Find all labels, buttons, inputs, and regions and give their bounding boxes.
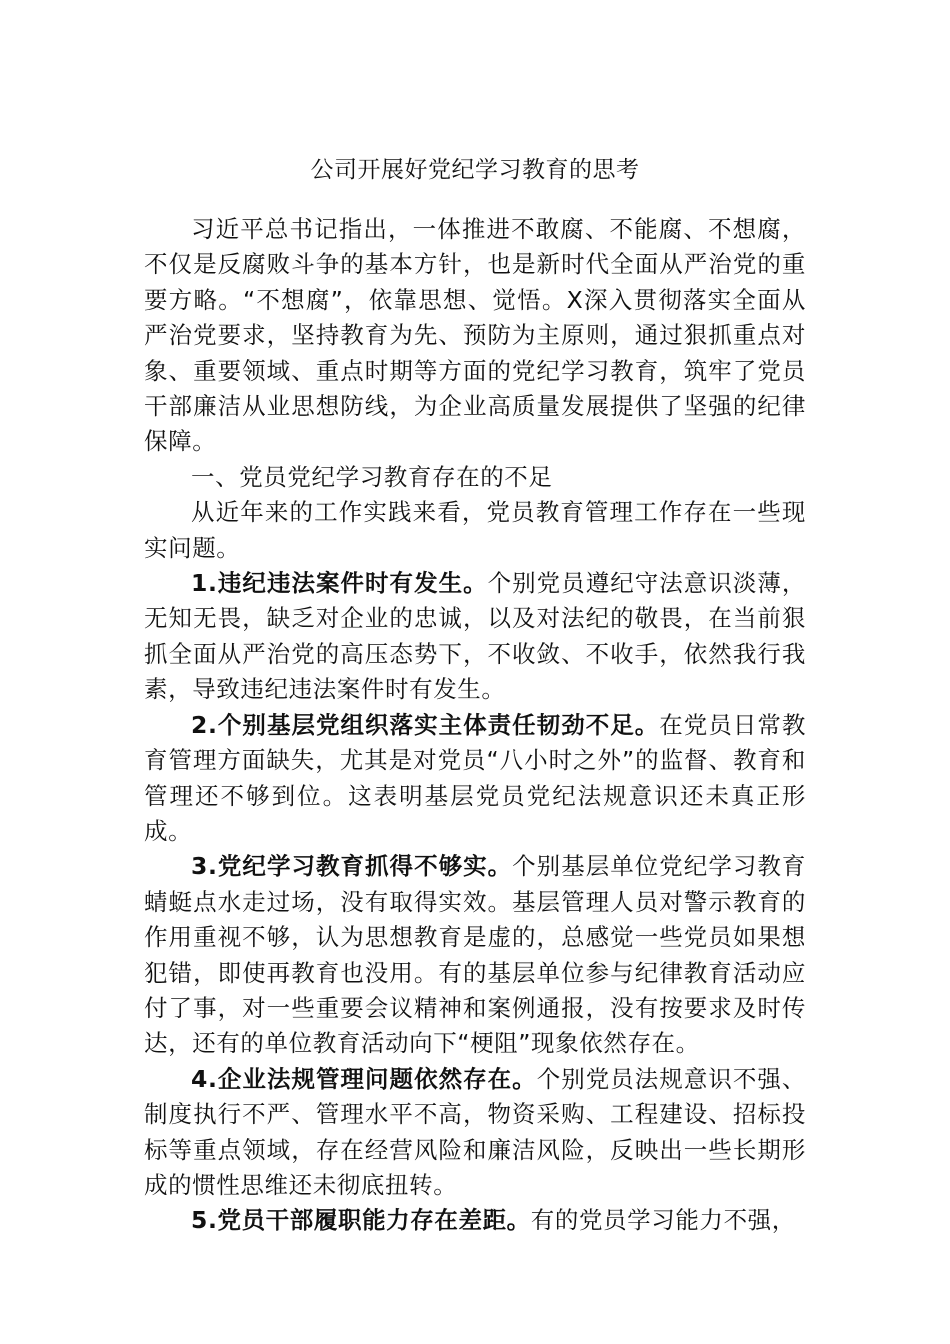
section-heading: 一、党员党纪学习教育存在的不足 (191, 462, 553, 491)
item-paragraph-4 (144, 1062, 806, 1204)
item-text-2: 在党员日常教育管理方面缺失，尤其是对党员“八小时之外”的监督、教育和管理还不够到位。这表明基层党员党纪法规意识还未真正形成。 (144, 710, 806, 845)
item-text-5: 有的党员学习能力不强， (530, 1206, 796, 1235)
item-heading-3: 3.党纪学习教育抓得不够实。 (191, 852, 513, 881)
section-intro-paragraph: 从近年来的工作实践来看，党员教育管理工作存在一些现实问题。 (144, 498, 806, 562)
item-paragraph-3 (144, 849, 806, 1061)
item-text-4: 个别党员法规意识不强、制度执行不严、管理水平不高，物资采购、工程建设、招标投标等重点领域，存在经营风险和廉洁风险，反映出一些长期形成的惯性思维还未彻底扭转。 (144, 1064, 806, 1199)
intro-paragraph: 习近平总书记指出，一体推进不敢腐、不能腐、不想腐，不仅是反腐败斗争的基本方针，也是新时代全面从严治党的重要方略。“不想腐”，依靠思想、觉悟。X深入贯彻落实全面从严治党要求，坚持教育为先、预防为主原则，通过狠抓重点对象、重要领域、重点时期等方面的党纪学习教育，筑牢了党员干部廉洁从业思想防线，为企业高质量发展提供了坚强的纪律保障。 (144, 215, 806, 456)
item-heading-1: 1.违纪违法案件时有发生。 (191, 569, 488, 598)
item-paragraph-1 (144, 566, 806, 708)
item-heading-2: 2.个别基层党组织落实主体责任韧劲不足。 (191, 710, 660, 739)
document-title: 公司开展好党纪学习教育的思考 (310, 157, 640, 183)
item-text-1: 个别党员遵纪守法意识淡薄，无知无畏，缺乏对企业的忠诚，以及对法纪的敬畏，在当前狠抓全面从严治党的高压态势下，不收敛、不收手，依然我行我素，导致违纪违法案件时有发生。 (144, 569, 806, 704)
document-page (144, 150, 806, 1239)
item-heading-5: 5.党员干部履职能力存在差距。 (191, 1206, 531, 1235)
item-heading-4: 4.企业法规管理问题依然存在。 (191, 1064, 537, 1093)
item-paragraph-5 (144, 1203, 806, 1238)
item-paragraph-2 (144, 708, 806, 850)
item-text-3: 个别基层单位党纪学习教育蜻蜓点水走过场，没有取得实效。基层管理人员对警示教育的作用重视不够，认为思想教育是虚的，总感觉一些党员如果想犯错，即使再教育也没用。有的基层单位参与纪律教育活动应付了事，对一些重要会议精神和案例通报，没有按要求及时传达，还有的单位教育活动向下“梗阻”现象依然存在。 (144, 852, 806, 1058)
